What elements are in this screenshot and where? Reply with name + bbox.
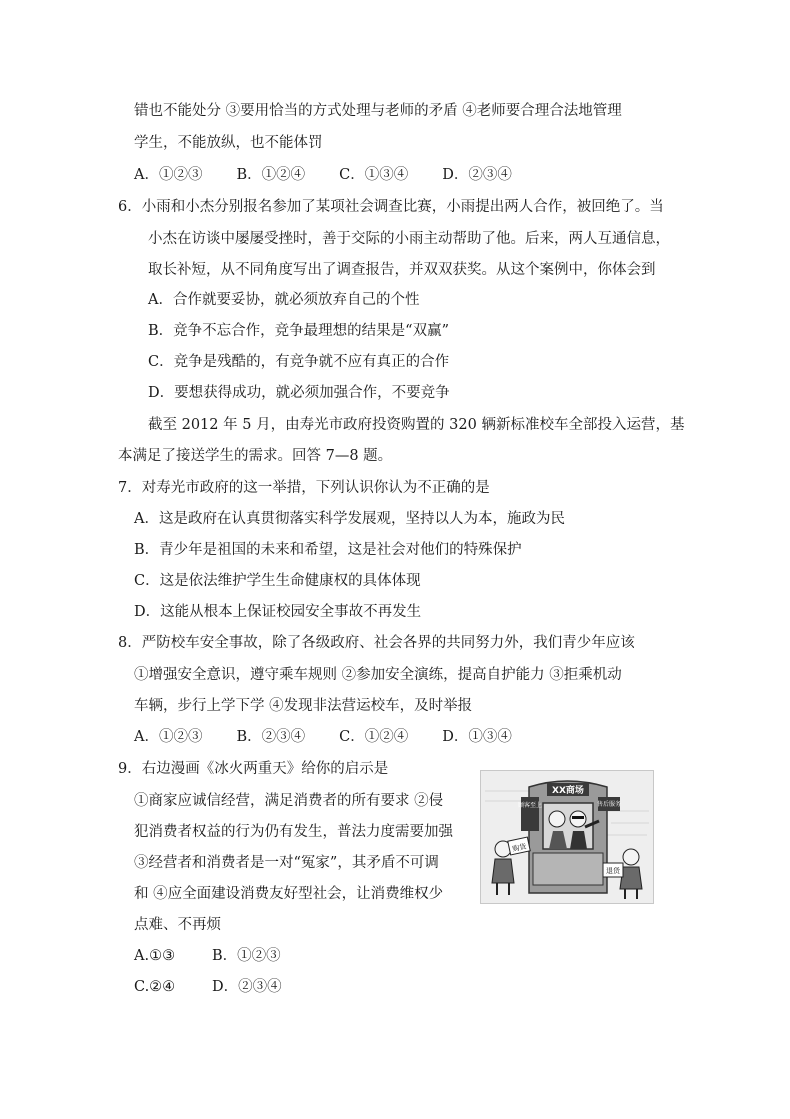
right-sign-text: 售后服务 xyxy=(596,801,622,808)
q9-options-row-2 xyxy=(134,977,290,997)
q7-option-a: A．这是政府在认真贯彻落实科学发展观，坚持以人为本，施政为民 xyxy=(134,511,565,527)
q9-line-4: ③经营者和消费者是一对“冤家”，其矛盾不可调 xyxy=(134,855,439,871)
q9-line-2: ①商家应诚信经营，满足消费者的所有要求 ②侵 xyxy=(134,793,444,809)
left-sign-text: 顾客至上 xyxy=(517,802,543,809)
store-sign-text: XX商场 xyxy=(552,786,584,796)
q7-option-d: D．这能从根本上保证校园安全事故不再发生 xyxy=(134,604,422,620)
passage-line-1: 截至 2012 年 5 月，由寿光市政府投资购置的 320 辆新标准校车全部投入运营，基 xyxy=(148,417,685,433)
q7-option-c: C．这是依法维护学生生命健康权的具体体现 xyxy=(134,573,421,589)
passage-line-2: 本满足了接送学生的需求。回答 7—8 题。 xyxy=(118,448,393,464)
q9-option-c: C.②④ xyxy=(134,979,176,995)
q6-option-c: C．竞争是残酷的，有竞争就不应有真正的合作 xyxy=(148,354,450,370)
q6-option-a: A．合作就要妥协，就必须放弃自己的个性 xyxy=(148,292,420,308)
q9-line-5: 和 ④应全面建设消费友好型社会，让消费维权少 xyxy=(134,886,444,902)
q9-title: 9．右边漫画《冰火两重天》给你的启示是 xyxy=(118,761,389,777)
right-box-text: 退货 xyxy=(606,867,620,875)
q9-line-6: 点难、不再烦 xyxy=(134,917,221,933)
q8-option-c: C．①②④ xyxy=(339,729,409,745)
cartoon-illustration xyxy=(480,770,654,904)
q9-options-row-1 xyxy=(134,946,290,966)
q5-statement-line-1: 错也不能处分 ③要用恰当的方式处理与老师的矛盾 ④老师要合理合法地管理 xyxy=(134,103,622,119)
q6-option-d: D．要想获得成功，就必须加强合作，不要竞争 xyxy=(148,385,450,401)
q9-option-d: D．②③④ xyxy=(212,979,282,995)
q8-line-3: 车辆，步行上学下学 ④发现非法营运校车，及时举报 xyxy=(134,698,473,714)
q7-title: 7．对寿光市政府的这一举措，下列认识你认为不正确的是 xyxy=(118,480,490,496)
q8-options xyxy=(134,727,546,747)
q8-option-b: B．②③④ xyxy=(236,729,306,745)
q5-option-b: B．①②④ xyxy=(236,167,306,183)
q8-option-d: D．①③④ xyxy=(442,729,512,745)
q8-title: 8．严防校车安全事故，除了各级政府、社会各界的共同努力外，我们青少年应该 xyxy=(118,635,635,651)
q9-option-b: B．①②③ xyxy=(212,948,281,964)
q7-option-b: B．青少年是祖国的未来和希望，这是社会对他们的特殊保护 xyxy=(134,542,522,558)
q9-option-a: A.①③ xyxy=(134,948,176,964)
q6-title: 6．小雨和小杰分别报名参加了某项社会调查比赛，小雨提出两人合作，被回绝了。当 xyxy=(118,199,664,215)
q6-option-b: B．竞争不忘合作，竞争最理想的结果是“双赢” xyxy=(148,323,449,339)
cartoon-drawing xyxy=(481,771,653,903)
left-box-text: 购货 xyxy=(511,842,528,854)
q8-line-2: ①增强安全意识，遵守乘车规则 ②参加安全演练，提高自护能力 ③拒乘机动 xyxy=(134,667,622,683)
q9-line-3: 犯消费者权益的行为仍有发生，普法力度需要加强 xyxy=(134,824,453,840)
q5-statement-line-2: 学生，不能放纵，也不能体罚 xyxy=(134,135,323,151)
q5-option-d: D．②③④ xyxy=(442,167,512,183)
q8-option-a: A．①②③ xyxy=(134,729,203,745)
q5-option-a: A．①②③ xyxy=(134,167,203,183)
q6-line-2: 小杰在访谈中屡屡受挫时，善于交际的小雨主动帮助了他。后来，两人互通信息， xyxy=(148,231,670,247)
q5-options xyxy=(134,165,546,185)
q5-option-c: C．①③④ xyxy=(339,167,409,183)
q6-line-3: 取长补短，从不同角度写出了调查报告，并双双获奖。从这个案例中，你体会到 xyxy=(148,262,656,278)
